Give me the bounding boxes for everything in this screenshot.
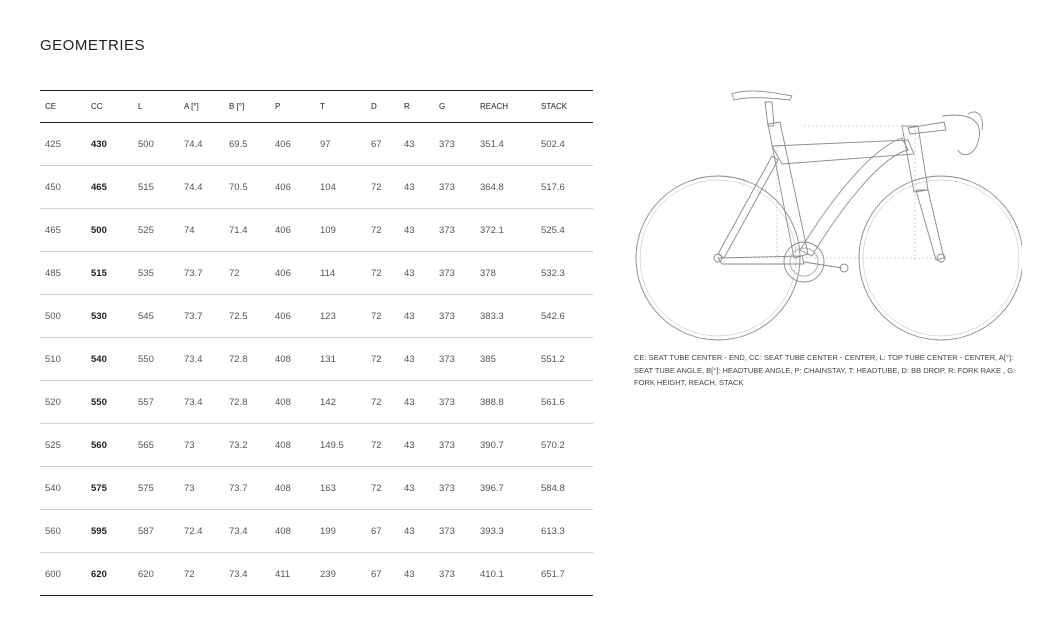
table-cell: 408 [270,424,315,467]
table-cell: 600 [40,553,86,596]
table-cell: 43 [399,467,434,510]
table-cell: 587 [133,510,179,553]
table-cell: 70.5 [224,166,270,209]
table-cell: 560 [86,424,133,467]
column-header: P [270,91,315,123]
table-cell: 373 [434,166,475,209]
column-header: CE [40,91,86,123]
table-cell: 72 [366,295,399,338]
column-header: CC [86,91,133,123]
table-cell: 149.5 [315,424,366,467]
table-cell: 72 [366,209,399,252]
page-title: GEOMETRIES [40,37,146,54]
table-cell: 535 [133,252,179,295]
table-cell: 545 [133,295,179,338]
table-cell: 465 [40,209,86,252]
table-cell: 373 [434,338,475,381]
table-cell: 410.1 [475,553,536,596]
table-row [40,123,593,166]
table-cell: 425 [40,123,86,166]
table-cell: 550 [86,381,133,424]
table-cell: 517.6 [536,166,593,209]
table-cell: 570.2 [536,424,593,467]
table-cell: 620 [133,553,179,596]
table-cell: 72.4 [179,510,224,553]
table-cell: 584.8 [536,467,593,510]
table-cell: 595 [86,510,133,553]
table-cell: 73.2 [224,424,270,467]
table-cell: 485 [40,252,86,295]
table-row [40,467,593,510]
table-cell: 72 [366,252,399,295]
table-cell: 560 [40,510,86,553]
table-cell: 72 [366,467,399,510]
table-row [40,209,593,252]
table-cell: 67 [366,553,399,596]
table-cell: 43 [399,252,434,295]
table-cell: 550 [133,338,179,381]
table-cell: 104 [315,166,366,209]
table-cell: 73.4 [179,338,224,381]
table-cell: 373 [434,553,475,596]
table-cell: 613.3 [536,510,593,553]
column-header: STACK [536,91,593,123]
table-cell: 373 [434,252,475,295]
table-cell: 390.7 [475,424,536,467]
table-cell: 372.1 [475,209,536,252]
table-cell: 393.3 [475,510,536,553]
table-cell: 510 [40,338,86,381]
table-cell: 72 [224,252,270,295]
geometry-table [40,90,593,596]
table-cell: 72 [366,424,399,467]
table-row [40,166,593,209]
seatstay [718,156,778,258]
table-cell: 373 [434,510,475,553]
table-cell: 396.7 [475,467,536,510]
table-cell: 465 [86,166,133,209]
table-cell: 406 [270,209,315,252]
table-row [40,381,593,424]
table-cell: 73.7 [179,295,224,338]
table-cell: 43 [399,338,434,381]
table-cell: 163 [315,467,366,510]
stem [908,122,946,134]
table-cell: 651.7 [536,553,593,596]
table-cell: 525.4 [536,209,593,252]
table-cell: 373 [434,295,475,338]
table-cell: 43 [399,510,434,553]
table-cell: 72 [366,166,399,209]
table-cell: 74 [179,209,224,252]
table-cell: 406 [270,252,315,295]
table-cell: 373 [434,381,475,424]
table-cell: 73.7 [224,467,270,510]
column-header: R [399,91,434,123]
table-cell: 239 [315,553,366,596]
column-header: G [434,91,475,123]
table-cell: 406 [270,123,315,166]
table-cell: 97 [315,123,366,166]
table-cell: 373 [434,123,475,166]
table-cell: 69.5 [224,123,270,166]
table-cell: 388.8 [475,381,536,424]
table-cell: 532.3 [536,252,593,295]
column-header: B [°] [224,91,270,123]
column-header: D [366,91,399,123]
column-header: A [°] [179,91,224,123]
table-row [40,295,593,338]
table-cell: 364.8 [475,166,536,209]
table-cell: 500 [86,209,133,252]
table-cell: 43 [399,381,434,424]
saddle [732,91,792,100]
table-cell: 500 [40,295,86,338]
table-cell: 408 [270,381,315,424]
table-cell: 73.4 [224,510,270,553]
table-cell: 530 [86,295,133,338]
table-cell: 411 [270,553,315,596]
table-cell: 525 [40,424,86,467]
seat-tube [768,122,808,258]
table-cell: 72.8 [224,338,270,381]
table-row [40,338,593,381]
table-cell: 502.4 [536,123,593,166]
table-cell: 72 [366,338,399,381]
table-cell: 406 [270,295,315,338]
geometry-legend: CE: SEAT TUBE CENTER - END, CC: SEAT TUBE CENTER - CENTER, L: TOP TUBE CENTER - CENTER, A[°]: SEAT TUBE ANGLE, B[°]: HEADTUBE ANGLE, P: CHAINSTAY, T: HEADTUBE, D: BB DROP, R: FORK RAKE , G: FORK HEIGHT, REACH, STACK [634,353,1016,387]
table-cell: 73.4 [224,553,270,596]
table-body [40,123,593,596]
table-cell: 43 [399,424,434,467]
bicycle-geometry-diagram [632,86,1022,344]
table-cell: 351.4 [475,123,536,166]
table-cell: 575 [86,467,133,510]
table-cell: 72 [366,381,399,424]
table-row [40,424,593,467]
table-cell: 67 [366,510,399,553]
table-cell: 73.7 [179,252,224,295]
table-cell: 551.2 [536,338,593,381]
table-cell: 515 [133,166,179,209]
table-cell: 123 [315,295,366,338]
table-cell: 385 [475,338,536,381]
table-cell: 575 [133,467,179,510]
table-cell: 378 [475,252,536,295]
table-cell: 540 [86,338,133,381]
table-cell: 565 [133,424,179,467]
table-cell: 72.5 [224,295,270,338]
table-cell: 406 [270,166,315,209]
column-header: REACH [475,91,536,123]
table-cell: 620 [86,553,133,596]
table-cell: 561.6 [536,381,593,424]
seatpost [765,102,774,126]
column-header: T [315,91,366,123]
top-tube [772,140,914,164]
table-row [40,553,593,596]
table-cell: 430 [86,123,133,166]
column-header: L [133,91,179,123]
table-cell: 43 [399,123,434,166]
table-cell: 72 [179,553,224,596]
table-cell: 408 [270,338,315,381]
table-cell: 142 [315,381,366,424]
table-cell: 74.4 [179,166,224,209]
table-cell: 73 [179,424,224,467]
table-cell: 408 [270,467,315,510]
table-cell: 450 [40,166,86,209]
table-cell: 557 [133,381,179,424]
fork [916,190,944,260]
table-cell: 540 [40,467,86,510]
table-cell: 542.6 [536,295,593,338]
table-cell: 373 [434,467,475,510]
table-cell: 43 [399,209,434,252]
table-cell: 67 [366,123,399,166]
table-row [40,252,593,295]
table-cell: 72.8 [224,381,270,424]
table-header-row [40,91,593,123]
table-cell: 109 [315,209,366,252]
table-cell: 74.4 [179,123,224,166]
table-cell: 520 [40,381,86,424]
table-row [40,510,593,553]
table-cell: 43 [399,295,434,338]
table-cell: 373 [434,209,475,252]
table-cell: 515 [86,252,133,295]
handlebar [942,115,980,155]
table-cell: 131 [315,338,366,381]
table-cell: 383.3 [475,295,536,338]
table-cell: 73 [179,467,224,510]
table-cell: 71.4 [224,209,270,252]
table-cell: 114 [315,252,366,295]
table-cell: 43 [399,166,434,209]
table-cell: 199 [315,510,366,553]
table-cell: 73.4 [179,381,224,424]
table-cell: 500 [133,123,179,166]
table-cell: 43 [399,553,434,596]
table-cell: 373 [434,424,475,467]
table-cell: 408 [270,510,315,553]
table-cell: 525 [133,209,179,252]
